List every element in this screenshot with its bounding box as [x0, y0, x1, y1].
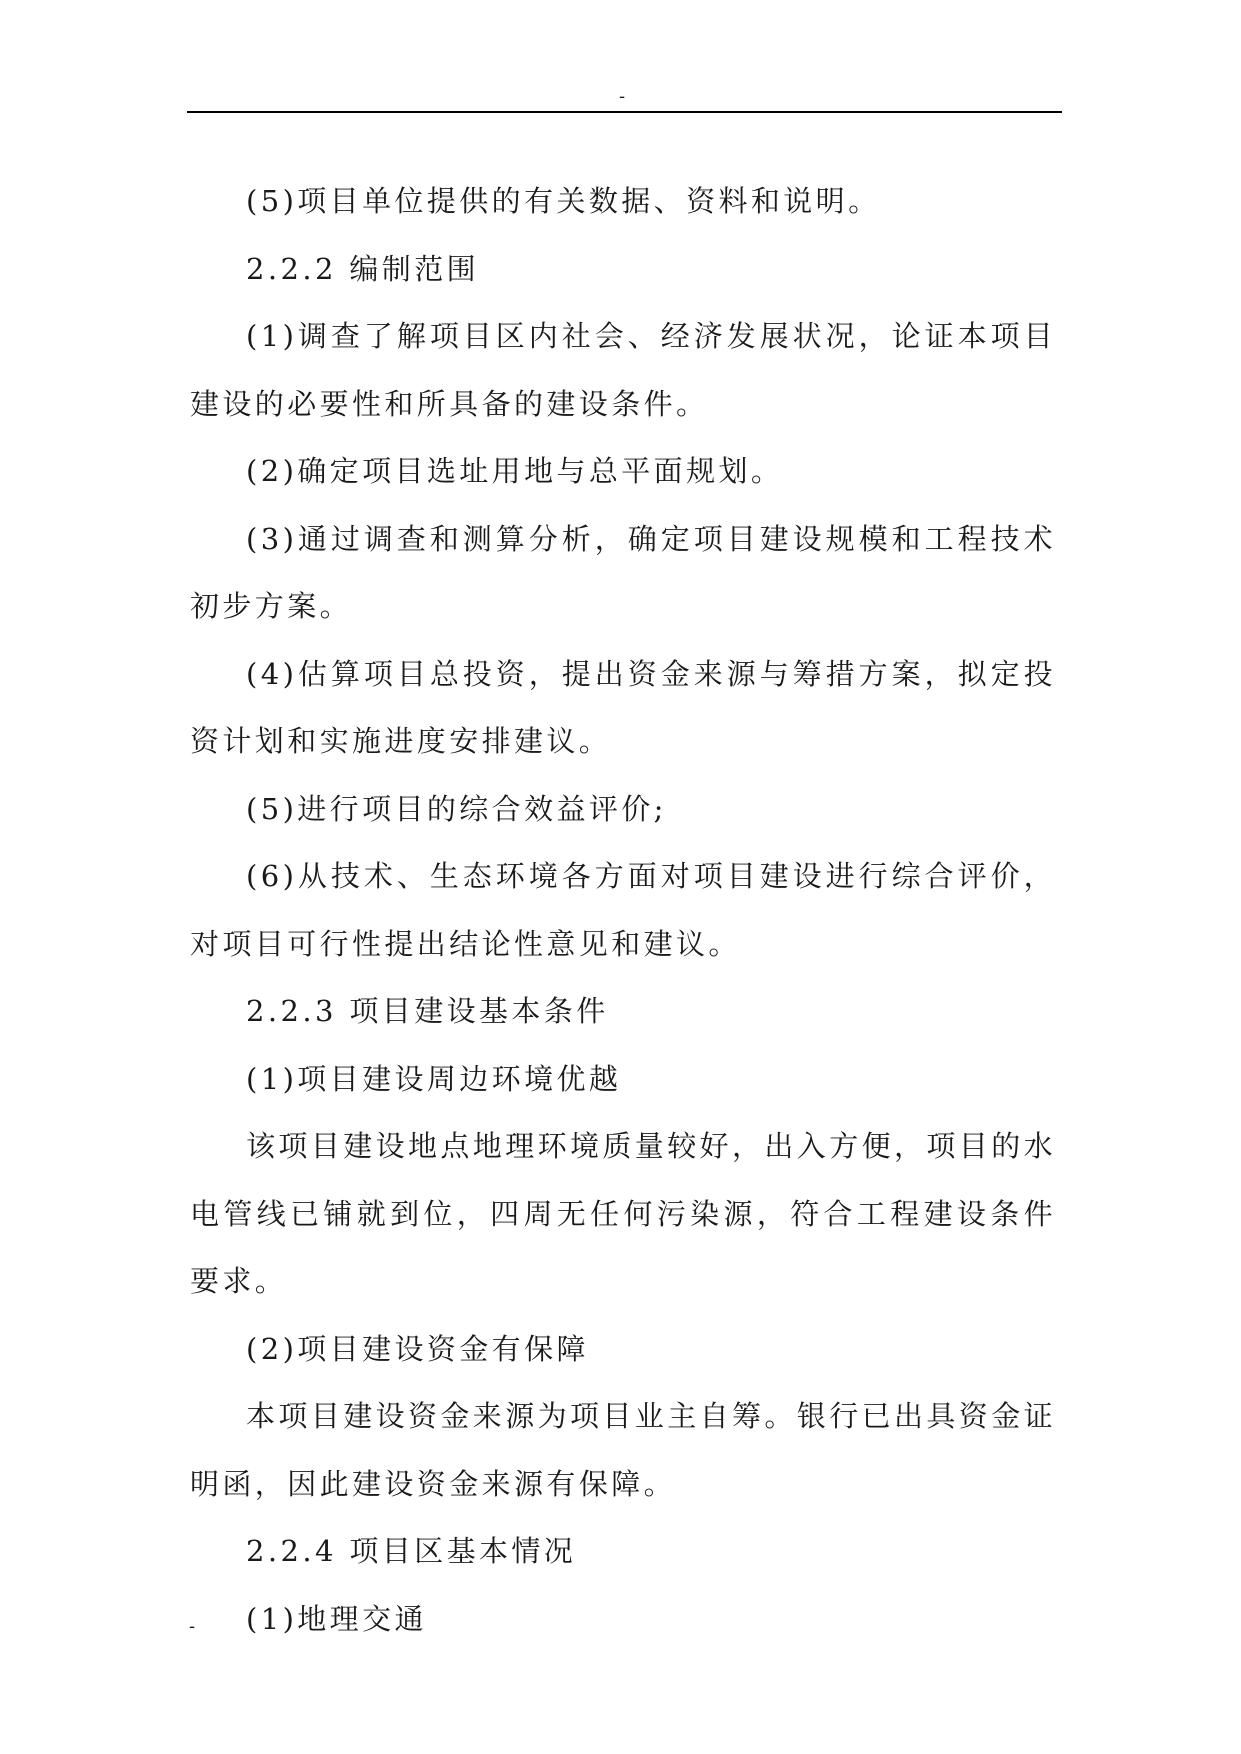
subheading-geography: (1)地理交通 — [246, 1601, 427, 1636]
paragraph-scope-5: (5)进行项目的综合效益评价; — [246, 791, 667, 826]
paragraph-scope-3: (3)通过调查和测算分析，确定项目建设规模和工程技术初步方案。 — [190, 521, 1056, 623]
subheading-funding: (2)项目建设资金有保障 — [246, 1331, 589, 1366]
paragraph-funding: 本项目建设资金来源为项目业主自筹。银行已出具资金证明函，因此建设资金来源有保障。 — [190, 1399, 1057, 1501]
section-heading-2-2-4: 2.2.4 项目区基本情况 — [246, 1534, 577, 1568]
paragraph-scope-4: (4)估算项目总投资，提出资金来源与筹措方案，拟定投资计划和实施进度安排建议。 — [190, 656, 1056, 758]
paragraph-environment: 该项目建设地点地理环境质量较好，出入方便，项目的水电管线已铺就到位，四周无任何污染源，符合工程建设条件要求。 — [190, 1129, 1057, 1298]
paragraph-scope-2: (2)确定项目选址用地与总平面规划。 — [246, 454, 784, 488]
paragraph-scope-6: (6)从技术、生态环境各方面对项目建设进行综合评价，对项目可行性提出结论性意见和建议。 — [190, 859, 1056, 961]
paragraph-scope-1: (1)调查了解项目区内社会、经济发展状况，论证本项目建设的必要性和所具备的建设条件。 — [190, 319, 1056, 421]
footer-mark: - — [189, 1616, 196, 1637]
subheading-environment: (1)项目建设周边环境优越 — [246, 1061, 622, 1096]
section-heading-2-2-2: 2.2.2 编制范围 — [246, 251, 480, 286]
header-mark: - — [619, 86, 626, 107]
section-heading-2-2-3: 2.2.3 项目建设基本条件 — [246, 994, 609, 1028]
paragraph-source-5: (5)项目单位提供的有关数据、资料和说明。 — [246, 184, 881, 218]
page-content — [190, 168, 1056, 1653]
header-rule — [187, 111, 1062, 113]
